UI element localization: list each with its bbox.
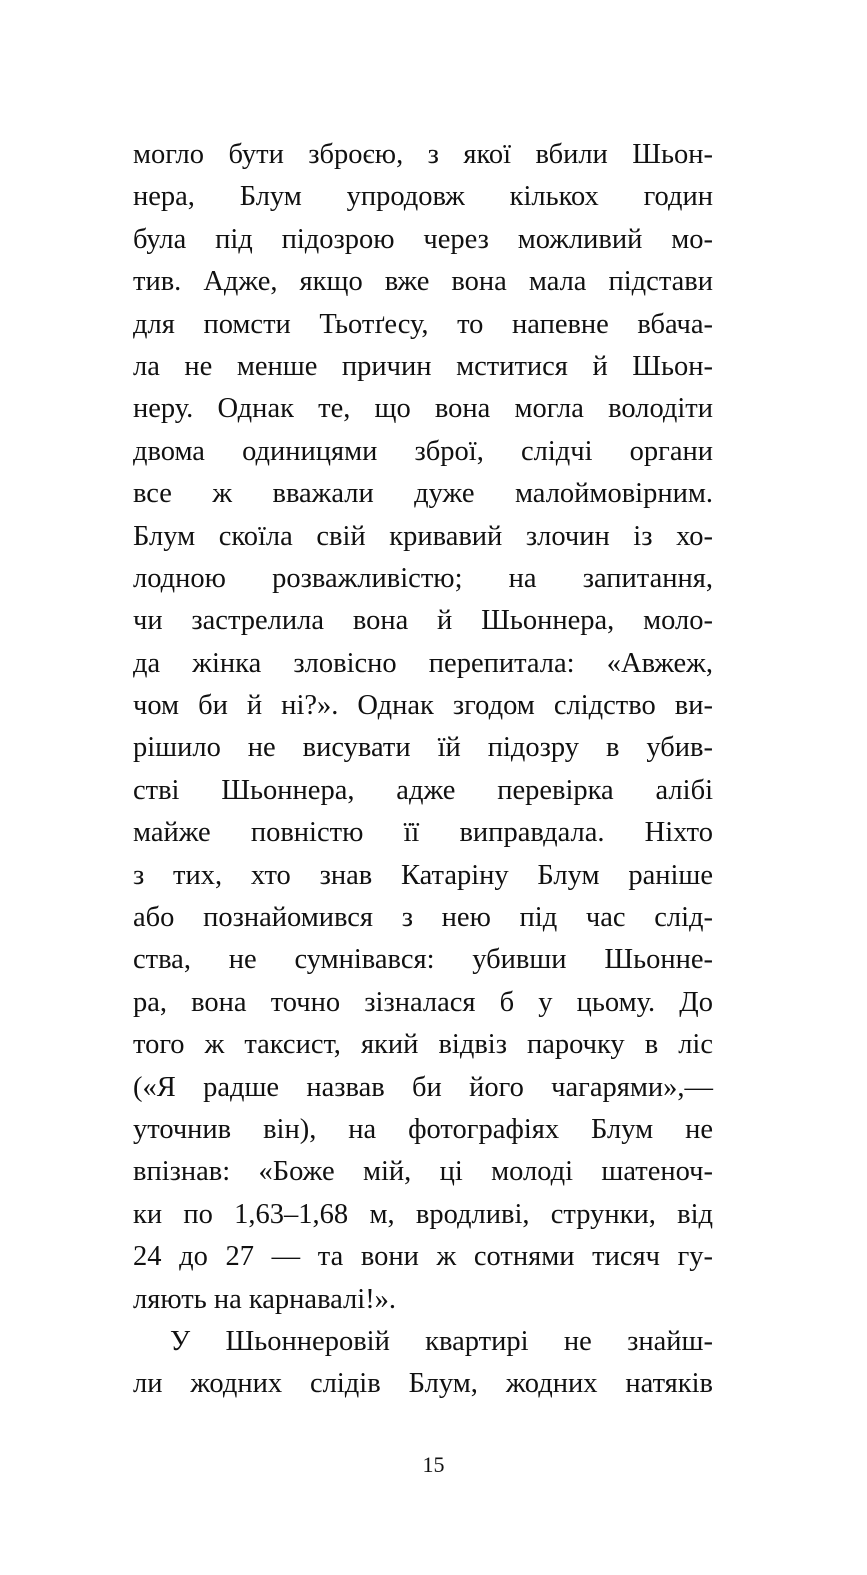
text-line: да жінка зловісно перепитала: «Авжеж,	[133, 647, 713, 679]
text-line: або познайомився з нею під час слід-	[133, 902, 713, 934]
text-line: майже повністю її виправдала. Ніхто	[133, 817, 713, 849]
text-line: того ж таксист, який відвіз парочку в ліс	[133, 1029, 713, 1061]
text-line: чи застрелила вона й Шьоннера, моло-	[133, 605, 713, 637]
text-line: ла не менше причин мститися й Шьон-	[133, 350, 713, 382]
text-line: чом би й ні?». Однак згодом слідство ви-	[133, 690, 713, 722]
text-line: двома одиницями зброї, слідчі органи	[133, 435, 713, 467]
text-line: («Я радше назвав би його чагарями»,—	[133, 1071, 713, 1103]
paragraph-end-line: ляють на карнавалі!».	[133, 1283, 397, 1315]
text-line: впізнав: «Боже мій, ці молоді шатеноч-	[133, 1156, 713, 1188]
text-line: нера, Блум упродовж кількох годин	[133, 181, 713, 213]
paragraph-start-line: У Шьоннеровій квартирі не знайш-	[170, 1325, 713, 1357]
text-line: ли жодних слідів Блум, жодних натяків	[133, 1368, 713, 1400]
text-line: Блум скоїла свій кривавий злочин із хо-	[133, 520, 713, 552]
text-line: неру. Однак те, що вона могла володіти	[133, 393, 713, 425]
text-line: тив. Адже, якщо вже вона мала підстави	[133, 266, 713, 298]
text-line: для помсти Тьотґесу, то напевне вбача-	[133, 308, 713, 340]
text-line: 24 до 27 — та вони ж сотнями тисяч гу-	[133, 1241, 713, 1273]
text-line: ра, вона точно зізналася б у цьому. До	[133, 986, 713, 1018]
page-number: 15	[422, 1452, 445, 1477]
text-line: все ж вважали дуже малоймовірним.	[133, 478, 713, 510]
text-line: могло бути зброєю, з якої вбили Шьон-	[133, 139, 713, 170]
body-text	[133, 134, 713, 1406]
text-line: уточнив він), на фотографіях Блум не	[133, 1113, 713, 1145]
text-line: була під підозрою через можливий мо-	[133, 223, 713, 255]
text-line: з тих, хто знав Катаріну Блум раніше	[133, 859, 713, 891]
text-line: ки по 1,63–1,68 м, вродливі, струнки, від	[133, 1198, 713, 1230]
text-line: рішило не висувати їй підозру в убив-	[133, 732, 713, 764]
text-line: ства, не сумнівався: убивши Шьонне-	[133, 944, 713, 976]
text-line: стві Шьоннера, адже перевірка алібі	[133, 774, 713, 806]
text-line: лодною розважливістю; на запитання,	[133, 562, 713, 594]
